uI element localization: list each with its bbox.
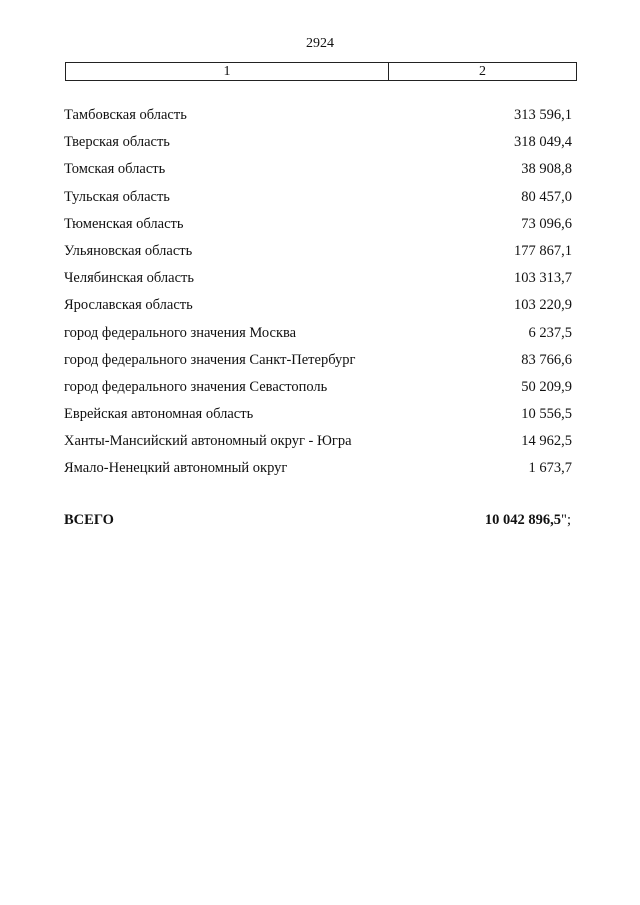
region-value: 83 766,6 (521, 351, 572, 368)
total-value-wrap (485, 512, 571, 529)
region-value: 313 596,1 (514, 107, 572, 123)
region-value: 73 096,6 (521, 215, 572, 232)
region-name: Тверская область (64, 134, 170, 151)
region-name: Томская область (64, 161, 166, 178)
region-name: город федерального значения Севастополь (64, 378, 328, 395)
region-name: город федерального значения Москва (64, 324, 297, 341)
page-number: 2924 (306, 36, 334, 51)
table-row (64, 241, 572, 268)
region-name: Тульская область (64, 188, 170, 205)
table-row (64, 404, 572, 431)
region-name: Тамбовская область (64, 107, 187, 123)
table-row (64, 295, 572, 322)
total-label: ВСЕГО (64, 512, 114, 528)
region-value: 103 220,9 (514, 297, 572, 314)
region-name: Тюменская область (64, 215, 184, 232)
total-row (64, 512, 571, 529)
column-header-2: 2 (479, 64, 486, 79)
total-suffix: "; (561, 512, 571, 528)
region-name: Ярославская область (64, 297, 193, 314)
column-header-row (65, 62, 577, 81)
region-name: город федерального значения Санкт-Петербург (64, 351, 356, 368)
total-value: 10 042 896,5 (484, 512, 562, 528)
table-row (64, 268, 572, 295)
region-value: 6 237,5 (528, 324, 572, 341)
region-value: 103 313,7 (514, 270, 572, 287)
region-value: 14 962,5 (521, 433, 572, 450)
column-header-1: 1 (66, 63, 389, 80)
region-value: 10 556,5 (521, 406, 572, 423)
table-row (64, 377, 572, 404)
region-name: Еврейская автономная область (64, 406, 254, 423)
table-row (64, 159, 572, 186)
region-name: Ханты-Мансийский автономный округ - Югра (64, 433, 352, 450)
table-row (64, 187, 572, 214)
table-row (64, 132, 572, 159)
table-row (64, 214, 572, 241)
table-row (64, 431, 572, 458)
region-value: 50 209,9 (521, 378, 572, 395)
region-value: 1 673,7 (528, 460, 572, 477)
region-value: 80 457,0 (521, 188, 572, 205)
region-value: 318 049,4 (514, 134, 572, 151)
region-value: 38 908,8 (521, 161, 572, 178)
region-value: 177 867,1 (514, 242, 572, 259)
region-name: Ульяновская область (64, 242, 193, 259)
table-row (64, 458, 572, 485)
table-row (64, 350, 572, 377)
region-name: Ямало-Ненецкий автономный округ (64, 460, 288, 477)
region-name: Челябинская область (64, 270, 194, 287)
table-row (64, 105, 572, 132)
table-row (64, 323, 572, 350)
region-table (64, 105, 572, 486)
